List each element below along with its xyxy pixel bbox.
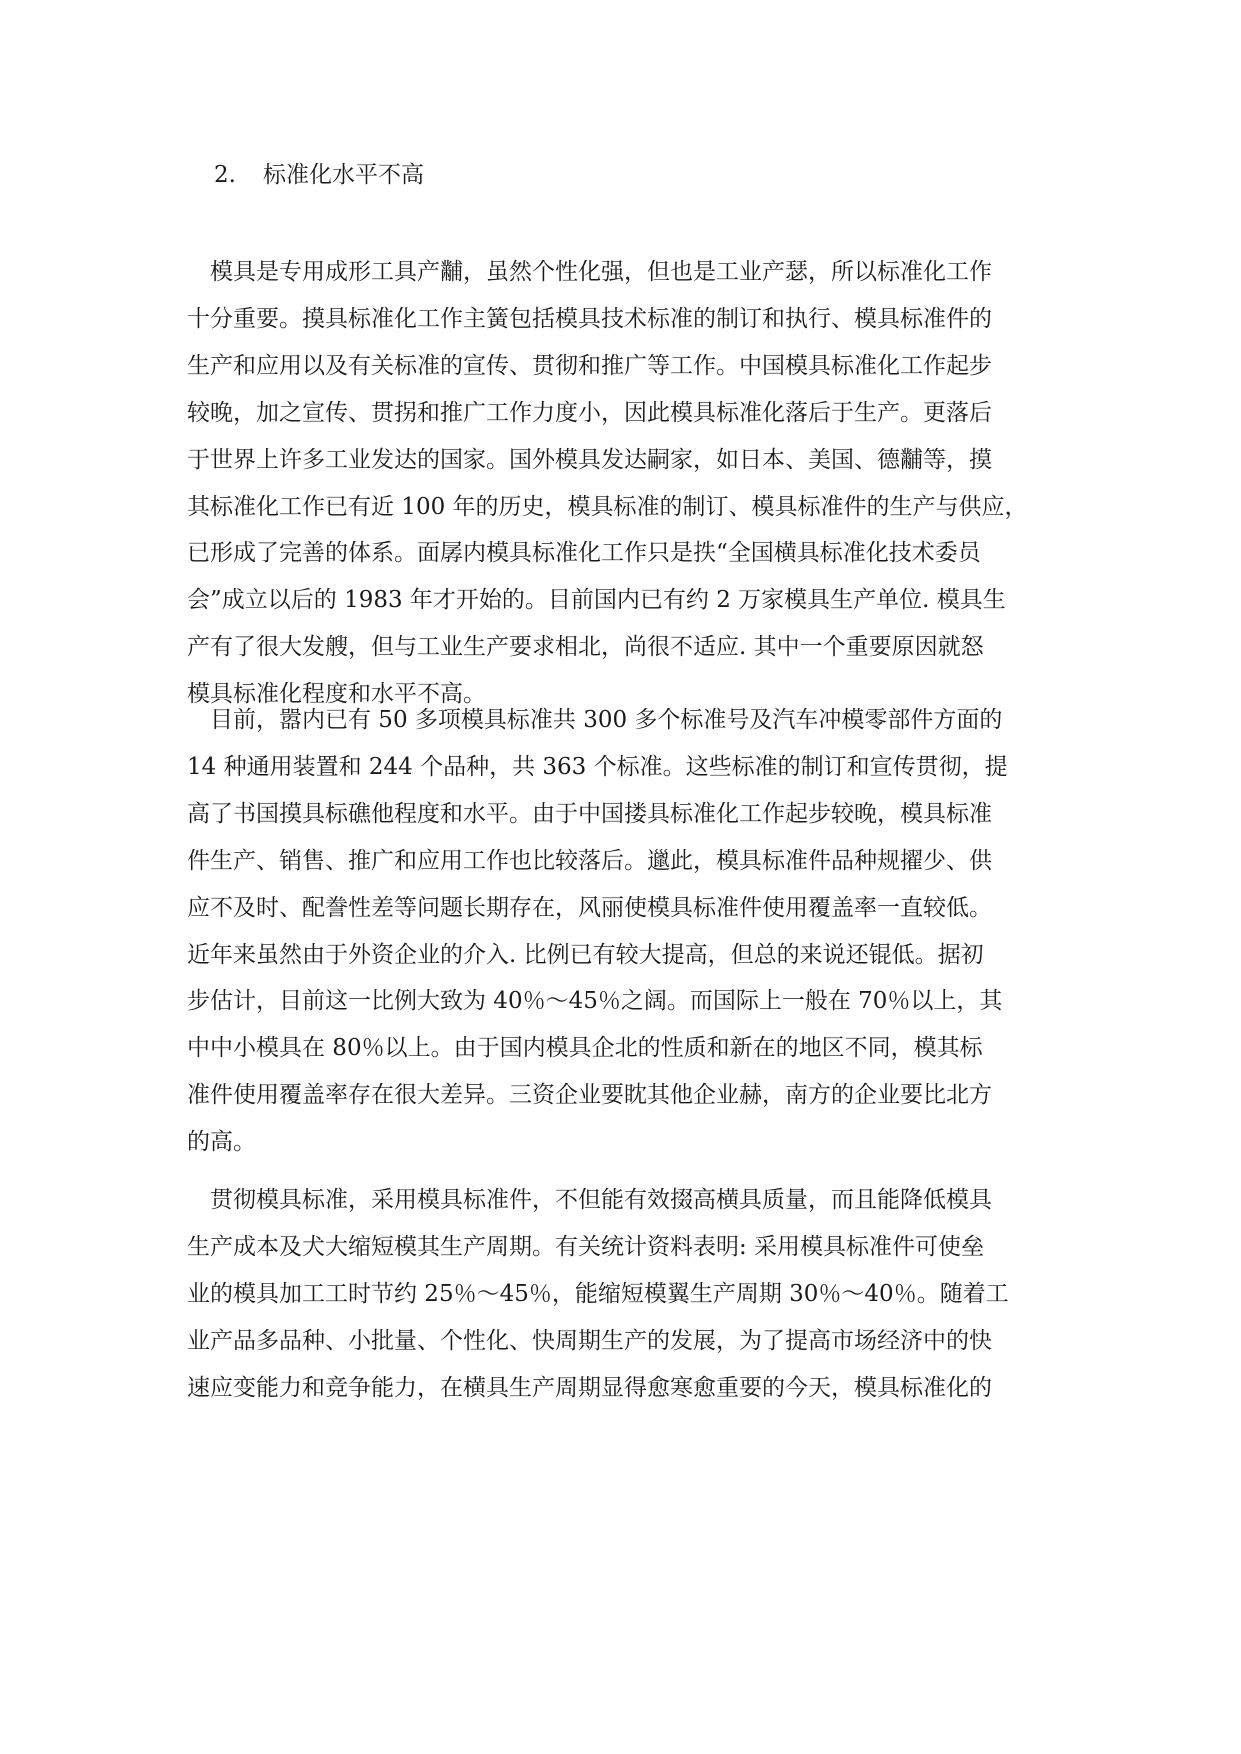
paragraph-line: 中中小模具在 80％以上。由于国内模具企北的性质和新在的地区不同，模其标 xyxy=(187,1035,983,1062)
paragraph-line: 其标准化工作已有近 100 年的历史，模具标准的制订、模具标准件的生产与供应， xyxy=(187,493,1028,520)
section-heading xyxy=(214,160,424,190)
paragraph-line: 已形成了完善的体系。面孱内模具标准化工作只是抶“全国横具标准化技术委员 xyxy=(187,540,981,567)
paragraph-line: 业的模具加工工时节约 25％～45％，能缩短模翼生产周期 30％～40％。随着工 xyxy=(187,1280,1009,1307)
paragraph-line: 准件使用覆盖率存在很大差异。三资企业要眈其他企业赫，南方的企业要比北方 xyxy=(187,1082,992,1109)
paragraph-line: 会”成立以后的 1983 年才开始的。目前国内已有约 2 万家模具生产单位. 模具生 xyxy=(187,587,1006,614)
paragraph-line: 模具标准化程度和水平不高。 xyxy=(187,681,486,708)
paragraph-line: 速应变能力和竞争能力，在横具生产周期显得愈寒愈重要的今天，模具标准化的 xyxy=(187,1374,992,1401)
paragraph-line: 生产和应用以及有关标准的宣传、贯彻和推广等工作。中国模具标准化工作起步 xyxy=(187,352,992,379)
paragraph-line: 于世界上许多工业发达的国家。国外模具发达嗣家，如日本、美国、德黼等，摸 xyxy=(187,446,992,473)
paragraph-line: 业产品多品种、小批量、个性化、快周期生产的发展，为了提高市场经济中的快 xyxy=(187,1327,992,1354)
paragraph-line: 高了书国摸具标礁他程度和水平。由于中国搂具标准化工作起步较晚，模具标准 xyxy=(187,800,992,827)
paragraph-line: 14 种通用装置和 244 个品种，共 363 个标准。这些标准的制订和宣传贯彻，提 xyxy=(187,753,1008,780)
paragraph-line: 较晚，加之宣传、贯拐和推广工作力度小，因此模具标准化落后于生产。更落后 xyxy=(187,399,992,426)
paragraph-line: 近年来虽然由于外资企业的介入. 比例已有较大提高，但总的来说还锟低。据初 xyxy=(187,941,984,968)
paragraph-line: 件生产、销售、推广和应用工作也比较落后。邋此，模具标准件品种规擢少、供 xyxy=(187,847,992,874)
section-title: 标准化水平不高 xyxy=(263,162,424,188)
paragraph-line: 贯彻模具标准，采用模具标准件，不但能有效掇高横具质量，而且能降低模具 xyxy=(187,1187,992,1213)
paragraph-line: 应不及时、配誊性差等问题长期存在，风丽使模具标准件使用覆盖率一直较低。 xyxy=(187,894,992,921)
section-number: 2. xyxy=(214,162,236,188)
paragraph-line: 步估计，目前这一比例大致为 40％～45％之阔。而国际上一般在 70％以上，其 xyxy=(187,988,1003,1015)
paragraph-line: 生产成本及犬大缩短模其生产周期。有关统计资料表明: 采用模具标准件可使垒 xyxy=(187,1233,985,1260)
paragraph-line: 产有了很大发艘，但与工业生产要求相北，尚很不适应. 其中一个重要原因就怒 xyxy=(187,634,984,661)
paragraph-line: 目前，嚣内已有 50 多项模具标准共 300 多个标准号及汽车冲模零部件方面的 xyxy=(187,707,1003,733)
paragraph-line: 的高。 xyxy=(187,1129,256,1156)
paragraph-line: 十分重要。摸具标准化工作主簧包括模具技术标准的制订和执行、模具标准件的 xyxy=(187,305,992,332)
paragraph-line: 模具是专用成形工具产黼，虽然个性化强，但也是工业产瑟，所以标准化工作 xyxy=(187,259,992,285)
